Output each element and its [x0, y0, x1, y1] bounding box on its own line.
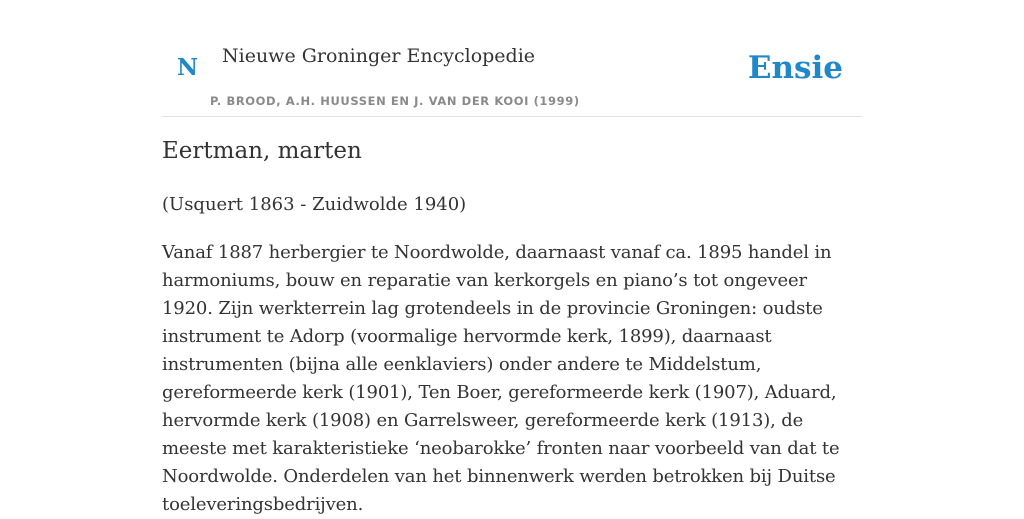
ensie-brand-logo[interactable]: Ensie [747, 50, 843, 86]
book-title[interactable]: Nieuwe Groninger Encyclopedie [222, 45, 536, 67]
header [162, 40, 862, 117]
article-body: Vanaf 1887 herbergier te Noordwolde, daarnaast vanaf ca. 1895 handel in harmoniums, bouw en reparatie van kerkorgels en piano’s tot ongeveer 1920. Zijn werkterrein lag grotendeels in de provincie Groningen: oudste instrument te Adorp (voormalige hervormde kerk, 1899), daarnaast instrumenten (bijna alle eenklaviers) onder andere te Middelstum, gereformeerde kerk (1901), Ten Boer, gereformeerde kerk (1907), Aduard, hervormde kerk (1908) en Garrelsweer, gereformeerde kerk (1913), de meeste met karakteristieke ‘neobarokke’ fronten naar voorbeeld van dat te Noordwolde. Onderdelen van het binnenwerk werden betrokken bij Duitse toeleveringsbedrijven. [162, 242, 840, 515]
article-lifespan: (Usquert 1863 - Zuidwolde 1940) [162, 194, 467, 215]
article-title: Eertman, marten [162, 138, 362, 164]
encyclopedia-logo[interactable]: N [177, 54, 199, 81]
book-authors: P. BROOD, A.H. HUUSSEN EN J. VAN DER KOOI (1999) [210, 94, 580, 108]
